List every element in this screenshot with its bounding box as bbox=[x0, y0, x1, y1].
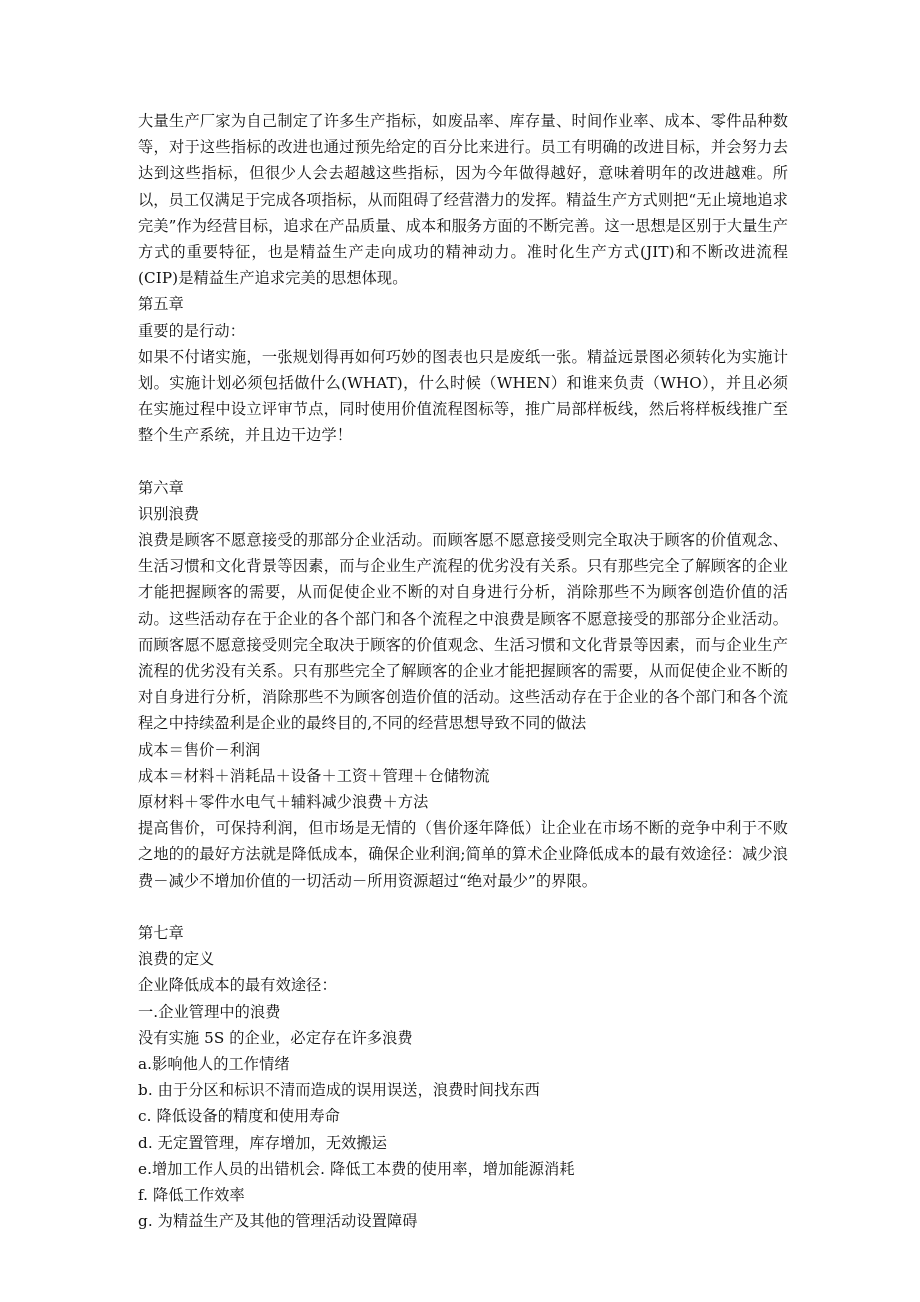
intro-paragraph: 大量生产厂家为自己制定了许多生产指标，如废品率、库存量、时间作业率、成本、零件品种数等，对于这些指标的改进也通过预先给定的百分比来进行。员工有明确的改进目标，并会努力去达到这些指标，但很少人会去超越这些指标，因为今年做得越好，意味着明年的改进越难。所以，员工仅满足于完成各项指标，从而阻碍了经营潜力的发挥。精益生产方式则把“无止境地追求完美”作为经营目标，追求在产品质量、成本和服务方面的不断完善。这一思想是区别于大量生产方式的重要特征，也是精益生产走向成功的精神动力。准时化生产方式(JIT)和不断改进流程(CIP)是精益生产追求完美的思想体现。 bbox=[138, 112, 788, 288]
chapter-7-heading: 第七章 bbox=[138, 923, 184, 942]
spacer bbox=[138, 894, 788, 920]
chapter-6-subtitle: 识别浪费 bbox=[138, 504, 200, 523]
section-1-heading: 一.企业管理中的浪费 bbox=[138, 1002, 281, 1021]
list-item: g. 为精益生产及其他的管理活动设置障碍 bbox=[138, 1212, 418, 1231]
list-item: e.增加工作人员的出错机会. 降低工本费的使用率，增加能源消耗 bbox=[138, 1159, 575, 1178]
chapter-6-conclusion: 提高售价，可保持利润，但市场是无情的（售价逐年降低）让企业在市场不断的竞争中利于不败之地的的最好方法就是降低成本，确保企业利润;简单的算术企业降低成本的最有效途径：减少浪费－减少不增加价值的一切活动－所用资源超过“绝对最少”的界限。 bbox=[138, 819, 788, 890]
chapter-5-subtitle: 重要的是行动： bbox=[138, 321, 246, 340]
section-1-lead: 没有实施 5S 的企业，必定存在许多浪费 bbox=[138, 1028, 413, 1047]
list-item: c. 降低设备的精度和使用寿命 bbox=[138, 1107, 340, 1126]
chapter-6-body: 浪费是顾客不愿意接受的那部分企业活动。而顾客愿不愿意接受则完全取决于顾客的价值观念、生活习惯和文化背景等因素，而与企业生产流程的优劣没有关系。只有那些完全了解顾客的企业才能把握顾客的需要，从而促使企业不断的对自身进行分析，消除那些不为顾客创造价值的活动。这些活动存在于企业的各个部门和各个流程之中浪费是顾客不愿意接受的那部分企业活动。而顾客愿不愿意接受则完全取决于顾客的价值观念、生活习惯和文化背景等因素，而与企业生产流程的优劣没有关系。只有那些完全了解顾客的企业才能把握顾客的需要，从而促使企业不断的对自身进行分析，消除那些不为顾客创造价值的活动。这些活动存在于企业的各个部门和各个流程之中持续盈利是企业的最终目的,不同的经营思想导致不同的做法 bbox=[138, 531, 788, 733]
formula-line-3: 原材料＋零件水电气＋辅料减少浪费＋方法 bbox=[138, 793, 429, 812]
chapter-6-heading: 第六章 bbox=[138, 478, 184, 497]
list-item: d. 无定置管理，库存增加，无效搬运 bbox=[138, 1133, 387, 1152]
list-item: f. 降低工作效率 bbox=[138, 1185, 245, 1204]
spacer bbox=[138, 449, 788, 475]
formula-line-1: 成本＝售价－利润 bbox=[138, 740, 261, 759]
chapter-7-intro: 企业降低成本的最有效途径： bbox=[138, 976, 337, 995]
document-page bbox=[138, 108, 788, 1234]
chapter-5-heading: 第五章 bbox=[138, 295, 184, 314]
list-item: a.影响他人的工作情绪 bbox=[138, 1054, 290, 1073]
chapter-7-subtitle: 浪费的定义 bbox=[138, 950, 215, 969]
chapter-5-body: 如果不付诸实施，一张规划得再如何巧妙的图表也只是废纸一张。精益远景图必须转化为实施计划。实施计划必须包括做什么(WHAT)，什么时候（WHEN）和谁来负责（WHO），并且必须在实施过程中设立评审节点，同时使用价值流程图标等，推广局部样板线，然后将样板线推广至整个生产系统，并且边干边学！ bbox=[138, 347, 788, 445]
list-item: b. 由于分区和标识不清而造成的误用误送，浪费时间找东西 bbox=[138, 1081, 540, 1100]
formula-line-2: 成本＝材料＋消耗品＋设备＋工资＋管理＋仓储物流 bbox=[138, 766, 490, 785]
